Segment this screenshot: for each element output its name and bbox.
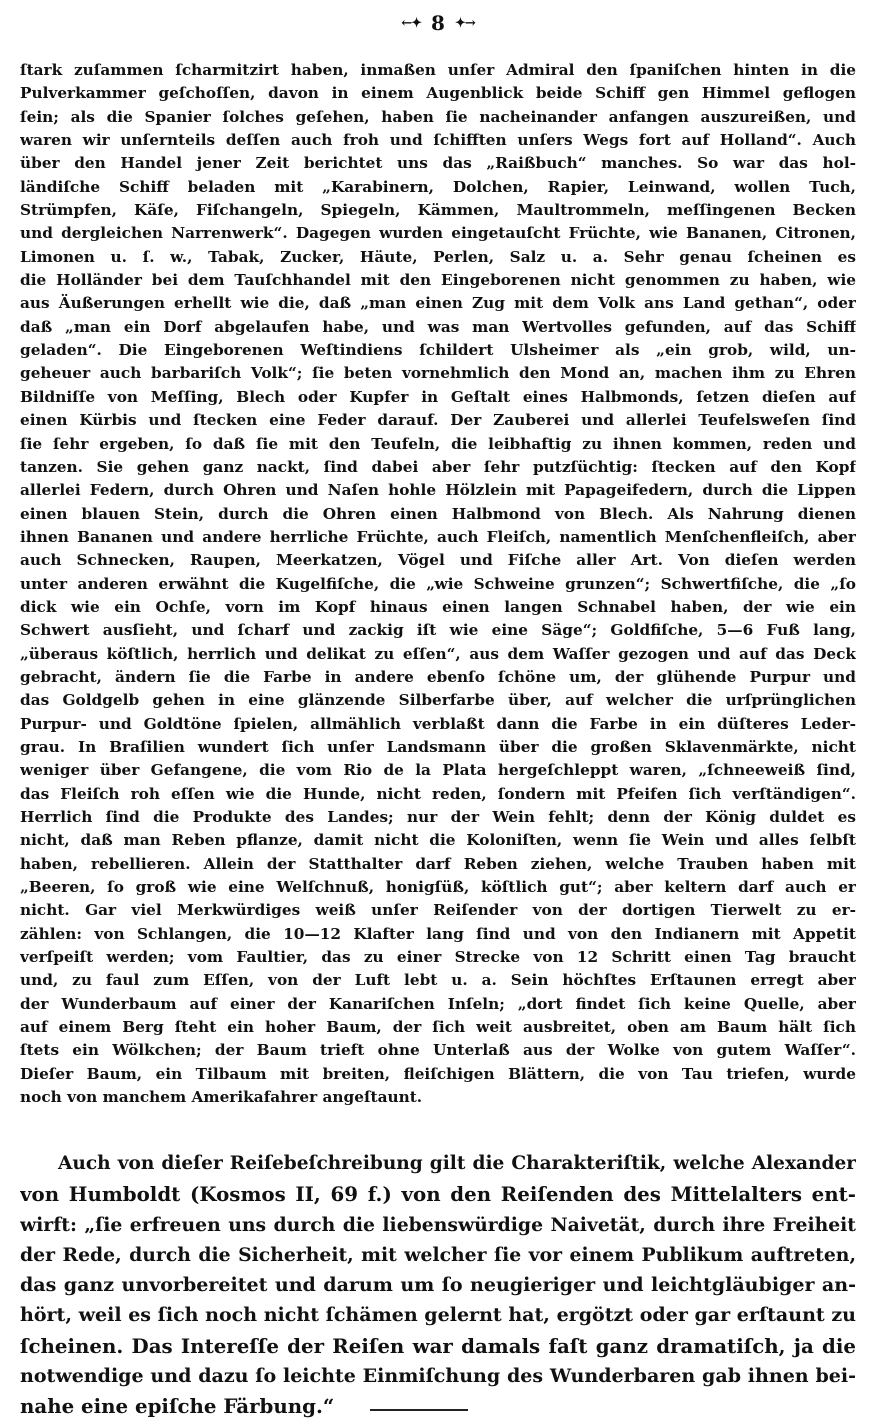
text-line: Pulverkammer geſchoſſen, davon in einem Augenblick beide Schiff gen Himmel geflogen bbox=[20, 84, 856, 103]
text-line: daß „man ein Dorf abgelaufen habe, und was man Wertvolles gefunden, auf das Schiff bbox=[20, 317, 856, 336]
text-line: Herrlich ſind die Produkte des Landes; nur der Wein fehlt; denn der König duldet es bbox=[20, 808, 856, 826]
paragraph-humboldt-quote bbox=[20, 1149, 856, 1422]
text-line: die Holländer bei dem Tauſchhandel mit den Eingeborenen nicht genommen zu haben, wie bbox=[20, 271, 856, 290]
text-line: verſpeiſt werden; vom Faultier, das zu einer Strecke von 12 Schritt einen Tag braucht bbox=[20, 948, 856, 967]
text-line: einen Kürbis und ſtecken eine Feder darauf. Der Zauberei und allerlei Teufelsweſen ſind bbox=[20, 411, 856, 430]
text-line: und, zu faul zum Eſſen, von der Luft lebt u. a. Sein höchſtes Erſtaunen erregt aber bbox=[20, 971, 856, 990]
text-line: Dieſer Baum, ein Tilbaum mit breiten, fleiſchigen Blättern, die von Tau triefen, wurde bbox=[20, 1064, 856, 1083]
text-line: gebracht, ändern ſie die Farbe in andere ebenſo ſchöne um, der glühende Purpur und bbox=[20, 667, 856, 686]
text-line: „Beeren, ſo groß wie eine Welſchnuß, honigſüß, köſtlich gut“; aber keltern darf auch er bbox=[20, 878, 856, 897]
text-line: der Rede, durch die Sicherheit, mit welcher ſie vor einem Publikum auftreten, bbox=[20, 1243, 856, 1266]
text-line: das ganz unvorbereitet und darum um ſo neugieriger und leichtgläubiger an- bbox=[20, 1274, 856, 1297]
text-line: noch von manchem Amerikafahrer angeſtaunt. bbox=[20, 1088, 423, 1107]
text-line: Limonen u. ſ. w., Tabak, Zucker, Häute, Perlen, Salz u. a. Sehr genau ſcheinen es bbox=[20, 247, 856, 266]
text-line: dick wie ein Ochſe, vorn im Kopf hinaus einen langen Schnabel haben, der wie ein bbox=[20, 597, 856, 616]
text-line: nicht. Gar viel Merkwürdiges weiß unſer Reiſender von der dortigen Tierwelt zu er- bbox=[20, 901, 856, 920]
text-line: einen blauen Stein, durch die Ohren einen Halbmond von Blech. Als Nahrung dienen bbox=[20, 504, 856, 523]
text-line: das Goldgelb gehen in eine glänzende Silberfarbe über, auf welcher die urſprünglichen bbox=[20, 691, 856, 710]
text-line: von Humboldt (Kosmos II, 69 f.) von den Reiſenden des Mittelalters ent- bbox=[20, 1182, 856, 1207]
text-line: „überaus köſtlich, herrlich und delikat zu eſſen“, aus dem Waſſer gezogen und auf das Deck bbox=[20, 644, 856, 663]
text-line: grau. In Braſilien wundert ſich unſer Landsmann über die großen Sklavenmärkte, nicht bbox=[20, 737, 856, 756]
text-line: Bildniſſe von Meſſing, Blech oder Kupfer in Geſtalt eines Halbmonds, ſetzen dieſen auf bbox=[20, 387, 856, 406]
page-number: 8 bbox=[431, 11, 445, 35]
text-line: hört, weil es ſich noch nicht ſchämen gelernt hat, ergötzt oder gar erſtaunt zu bbox=[20, 1304, 856, 1327]
text-line: Purpur- und Goldtöne ſpielen, allmählich verblaßt dann die Farbe in ein düſteres Leder- bbox=[20, 714, 856, 733]
header-ornament-left: ←✦ bbox=[401, 15, 422, 31]
paragraph-continued bbox=[20, 59, 856, 1109]
text-line: geladen“. Die Eingeborenen Weſtindiens ſchildert Ulsheimer als „ein grob, wild, un- bbox=[20, 341, 856, 360]
text-line: ſtets ein Wölkchen; der Baum trieft ohne Unterlaß aus der Wolke von gutem Waſſer“. bbox=[20, 1041, 856, 1060]
text-line: haben, rebellieren. Allein der Statthalter darf Reben ziehen, welche Trauben haben mit bbox=[20, 854, 856, 873]
text-line: auf einem Berg ſteht ein hoher Baum, der ſich weit ausbreitet, oben am Baum hält ſich bbox=[20, 1018, 856, 1037]
text-line: geheuer auch barbariſch Volk“; ſie beten vornehmlich den Mond an, machen ihm zu Ehren bbox=[20, 364, 856, 383]
header-ornament-right: ✦→ bbox=[454, 15, 475, 31]
text-line: ſcheinen. Das Intereſſe der Reiſen war damals faſt ganz dramatiſch, ja die bbox=[20, 1333, 856, 1358]
text-line: nahe eine epiſche Färbung.“ bbox=[20, 1394, 335, 1419]
text-line: tanzen. Sie gehen ganz nackt, ſind dabei aber ſehr putzſüchtig: ſtecken auf den Kopf bbox=[20, 457, 856, 476]
text-line: ſie ſehr ergeben, ſo daß ſie mit den Teufeln, die leibhaftig zu ihnen kommen, reden und bbox=[20, 434, 856, 453]
text-line: zählen: von Schlangen, die 10—12 Klafter lang ſind und von den Indianern mit Appetit bbox=[20, 924, 856, 943]
text-line: wirft: „ſie erfreuen uns durch die liebenswürdige Naivetät, durch ihre Freiheit bbox=[20, 1213, 856, 1236]
text-line: unter anderen erwähnt die Kugelfiſche, die „wie Schweine grunzen“; Schwertfiſche, die „ſo bbox=[20, 574, 856, 593]
text-line: nicht, daß man Reben pflanze, damit nicht die Koloniſten, wenn ſie Wein und alles ſelbſt bbox=[20, 831, 856, 850]
text-line: weniger über Gefangene, die vom Rio de la Plata hergeſchleppt waren, „ſchneeweiß ſind, bbox=[20, 761, 856, 780]
text-line: das Fleiſch roh eſſen wie die Hunde, nicht reden, ſondern mit Pfeifen ſich verſtändigen“. bbox=[20, 784, 856, 803]
text-line: allerlei Federn, durch Ohren und Naſen hohle Hölzlein mit Papageifedern, durch die Lippen bbox=[20, 481, 856, 500]
text-line: Auch von dieſer Reiſebeſchreibung gilt die Charakteriſtik, welche Alexander bbox=[58, 1153, 856, 1174]
text-line: ihnen Bananen und andere herrliche Früchte, auch Fleiſch, namentlich Menſchenfleiſch, aber bbox=[20, 527, 856, 546]
end-rule bbox=[370, 1409, 468, 1411]
text-line: ſein; als die Spanier ſolches geſehen, haben ſie nacheinander anfangen auszureißen, und bbox=[20, 107, 856, 126]
text-line: notwendige und dazu ſo leichte Einmiſchung des Wunderbaren gab ihnen bei- bbox=[20, 1365, 856, 1388]
text-line: auch Schnecken, Raupen, Meerkatzen, Vögel und Fiſche aller Art. Von dieſen werden bbox=[20, 551, 856, 570]
text-line: Schwert ausſieht, und ſcharf und zackig iſt wie eine Säge“; Goldfiſche, 5—6 Fuß lang, bbox=[20, 621, 856, 640]
text-line: der Wunderbaum auf einer der Kanariſchen Inſeln; „dort findet ſich keine Quelle, aber bbox=[20, 994, 856, 1013]
text-line: über den Handel jener Zeit berichtet uns das „Raißbuch“ manches. So war das hol- bbox=[20, 154, 856, 173]
text-line: und dergleichen Narrenwerk“. Dagegen wurden eingetauſcht Früchte, wie Bananen, Citronen, bbox=[20, 224, 856, 243]
page-header bbox=[0, 10, 876, 36]
text-line: waren wir unſernteils deſſen auch froh und ſchifften unſers Wegs fort auf Holland“. Auch bbox=[20, 131, 856, 150]
text-line: ſtark zuſammen ſcharmitzirt haben, inmaßen unſer Admiral den ſpaniſchen hinten in die bbox=[20, 61, 856, 79]
text-line: ländiſche Schiff beladen mit „Karabinern, Dolchen, Rapier, Leinwand, wollen Tuch, bbox=[20, 177, 856, 196]
text-line: Strümpfen, Käſe, Fiſchangeln, Spiegeln, Kämmen, Maultrommeln, meſſingenen Becken bbox=[20, 201, 856, 220]
text-line: aus Äußerungen erhellt wie die, daß „man einen Zug mit dem Volk ans Land gethan“, oder bbox=[20, 294, 856, 313]
